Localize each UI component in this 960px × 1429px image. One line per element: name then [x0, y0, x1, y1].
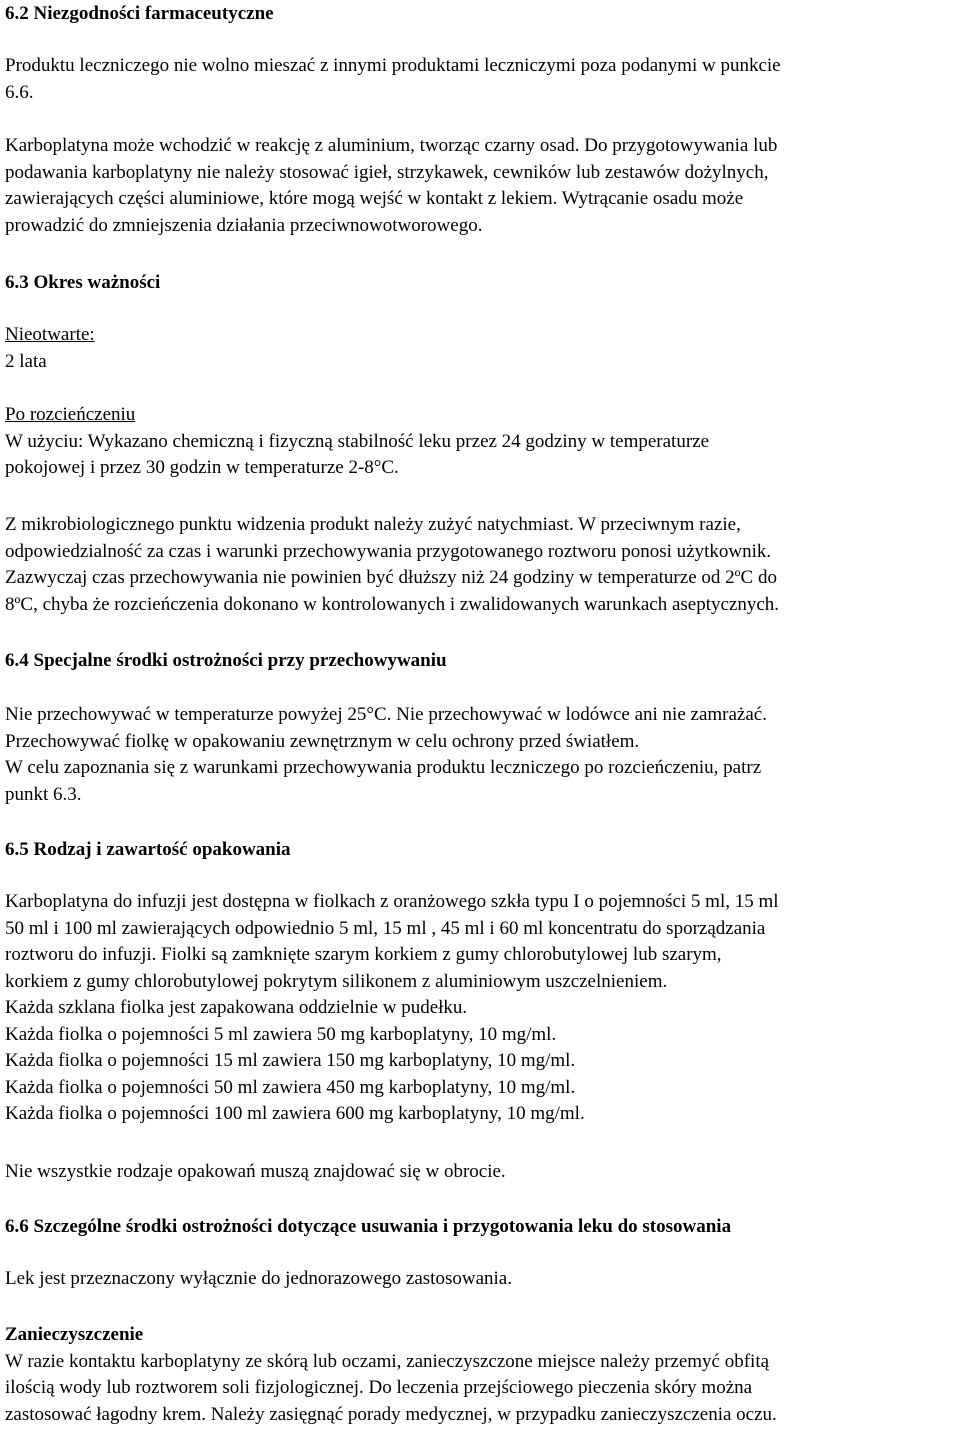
text-line: Lek jest przeznaczony wyłącznie do jednorazowego zastosowania. [5, 1268, 512, 1289]
text-line: W użyciu: Wykazano chemiczną i fizyczną stabilność leku przez 24 godziny w temperaturze [5, 430, 710, 452]
section-6-2-paragraph-2 [5, 133, 957, 239]
text-line: W celu zapoznania się z warunkami przechowywania produktu leczniczego po rozcieńczeniu, patrz [5, 757, 762, 778]
text-line: Nie wszystkie rodzaje opakowań muszą znajdować się w obrocie. [5, 1161, 506, 1182]
contamination-block [5, 1322, 957, 1428]
text-line: Zazwyczaj czas przechowywania nie powinien być dłuższy niż 24 godziny w temperaturze od 2ºC do [5, 567, 777, 588]
text-line: pokojowej i przez 30 godzin w temperaturze 2-8°C. [5, 457, 399, 478]
text-line: Nie przechowywać w temperaturze powyżej 25°C. Nie przechowywać w lodówce ani nie zamrażać. [5, 704, 767, 725]
text-line: Każda fiolka o pojemności 50 ml zawiera 450 mg karboplatyny, 10 mg/ml. [5, 1076, 576, 1098]
diluted-block [5, 402, 957, 482]
section-6-5-heading [5, 837, 957, 864]
diluted-label: Po rozcieńczeniu [5, 404, 136, 425]
section-6-5-paragraph-2 [5, 1159, 957, 1186]
section-6-4-heading [5, 648, 957, 675]
section-6-6-heading [5, 1214, 957, 1241]
unopened-value: 2 lata [5, 350, 47, 372]
section-6-3-paragraph-2 [5, 512, 957, 618]
text-line: 6.6. [5, 81, 34, 103]
text-line: Każda fiolka o pojemności 15 ml zawiera 150 mg karboplatyny, 10 mg/ml. [5, 1050, 576, 1071]
text-line: Każda szklana fiolka jest zapakowana oddzielnie w pudełku. [5, 997, 468, 1018]
text-line: Karboplatyna może wchodzić w reakcję z aluminium, tworząc czarny osad. Do przygotowywania lub [5, 135, 778, 156]
unopened-label: Nieotwarte: [5, 324, 95, 345]
heading-text: 6.5 Rodzaj i zawartość opakowania [5, 839, 291, 860]
text-line: Produktu leczniczego nie wolno mieszać z innymi produktami leczniczymi poza podanymi w punkcie [5, 55, 781, 76]
contamination-heading: Zanieczyszczenie [5, 1324, 144, 1345]
heading-text: 6.3 Okres ważności [5, 272, 161, 293]
text-line: Z mikrobiologicznego punktu widzenia produkt należy zużyć natychmiast. W przeciwnym razie, [5, 514, 741, 535]
text-line: Przechowywać fiolkę w opakowaniu zewnętrznym w celu ochrony przed światłem. [5, 730, 640, 752]
text-line: Każda fiolka o pojemności 5 ml zawiera 50 mg karboplatyny, 10 mg/ml. [5, 1023, 557, 1045]
text-line: ilością wody lub roztworem soli fizjologicznej. Do leczenia przejściowego pieczenia skóry można [5, 1377, 753, 1398]
section-6-4-paragraph [5, 702, 957, 808]
heading-text: 6.6 Szczególne środki ostrożności dotyczące usuwania i przygotowania leku do stosowania [5, 1216, 732, 1237]
unopened-block [5, 322, 957, 375]
section-6-5-paragraph-1 [5, 889, 957, 1128]
text-line: 50 ml i 100 ml zawierających odpowiednio 5 ml, 15 ml , 45 ml i 60 ml koncentratu do sporządzania [5, 917, 766, 939]
text-line: Każda fiolka o pojemności 100 ml zawiera 600 mg karboplatyny, 10 mg/ml. [5, 1103, 585, 1124]
text-line: 8ºC, chyba że rozcieńczenia dokonano w kontrolowanych i zwalidowanych warunkach aseptycznych. [5, 593, 780, 615]
heading-text: 6.4 Specjalne środki ostrożności przy przechowywaniu [5, 650, 447, 671]
section-6-3-heading [5, 270, 957, 297]
heading-text: 6.2 Niezgodności farmaceutyczne [5, 3, 274, 24]
text-line: korkiem z gumy chlorobutylowej pokrytym silikonem z aluminiowym uszczelnieniem. [5, 970, 668, 992]
text-line: roztworu do infuzji. Fiolki są zamknięte szarym korkiem z gumy chlorobutylowej lub szarym, [5, 944, 722, 965]
text-line: prowadzić do zmniejszenia działania przeciwnowotworowego. [5, 214, 483, 236]
text-line: punkt 6.3. [5, 783, 82, 805]
text-line: odpowiedzialność za czas i warunki przechowywania przygotowanego roztworu ponosi użytkownik. [5, 540, 772, 562]
text-line: podawania karboplatyny nie należy stosować igieł, strzykawek, cewników lub zestawów dożylnych, [5, 161, 769, 183]
section-6-2-heading [5, 1, 957, 28]
text-line: Karboplatyna do infuzji jest dostępna w fiolkach z oranżowego szkła typu I o pojemności 5 ml, 15 ml [5, 891, 779, 912]
text-line: zastosować łagodny krem. Należy zasięgnąć porady medycznej, w przypadku zanieczyszczenia oczu. [5, 1403, 777, 1425]
text-line: W razie kontaktu karboplatyny ze skórą lub oczami, zanieczyszczone miejsce należy przemyć obfitą [5, 1350, 770, 1372]
section-6-6-paragraph-1 [5, 1266, 957, 1293]
text-line: zawierających części aluminiowe, które mogą wejść w kontakt z lekiem. Wytrącanie osadu może [5, 188, 744, 209]
section-6-2-paragraph-1 [5, 53, 957, 106]
